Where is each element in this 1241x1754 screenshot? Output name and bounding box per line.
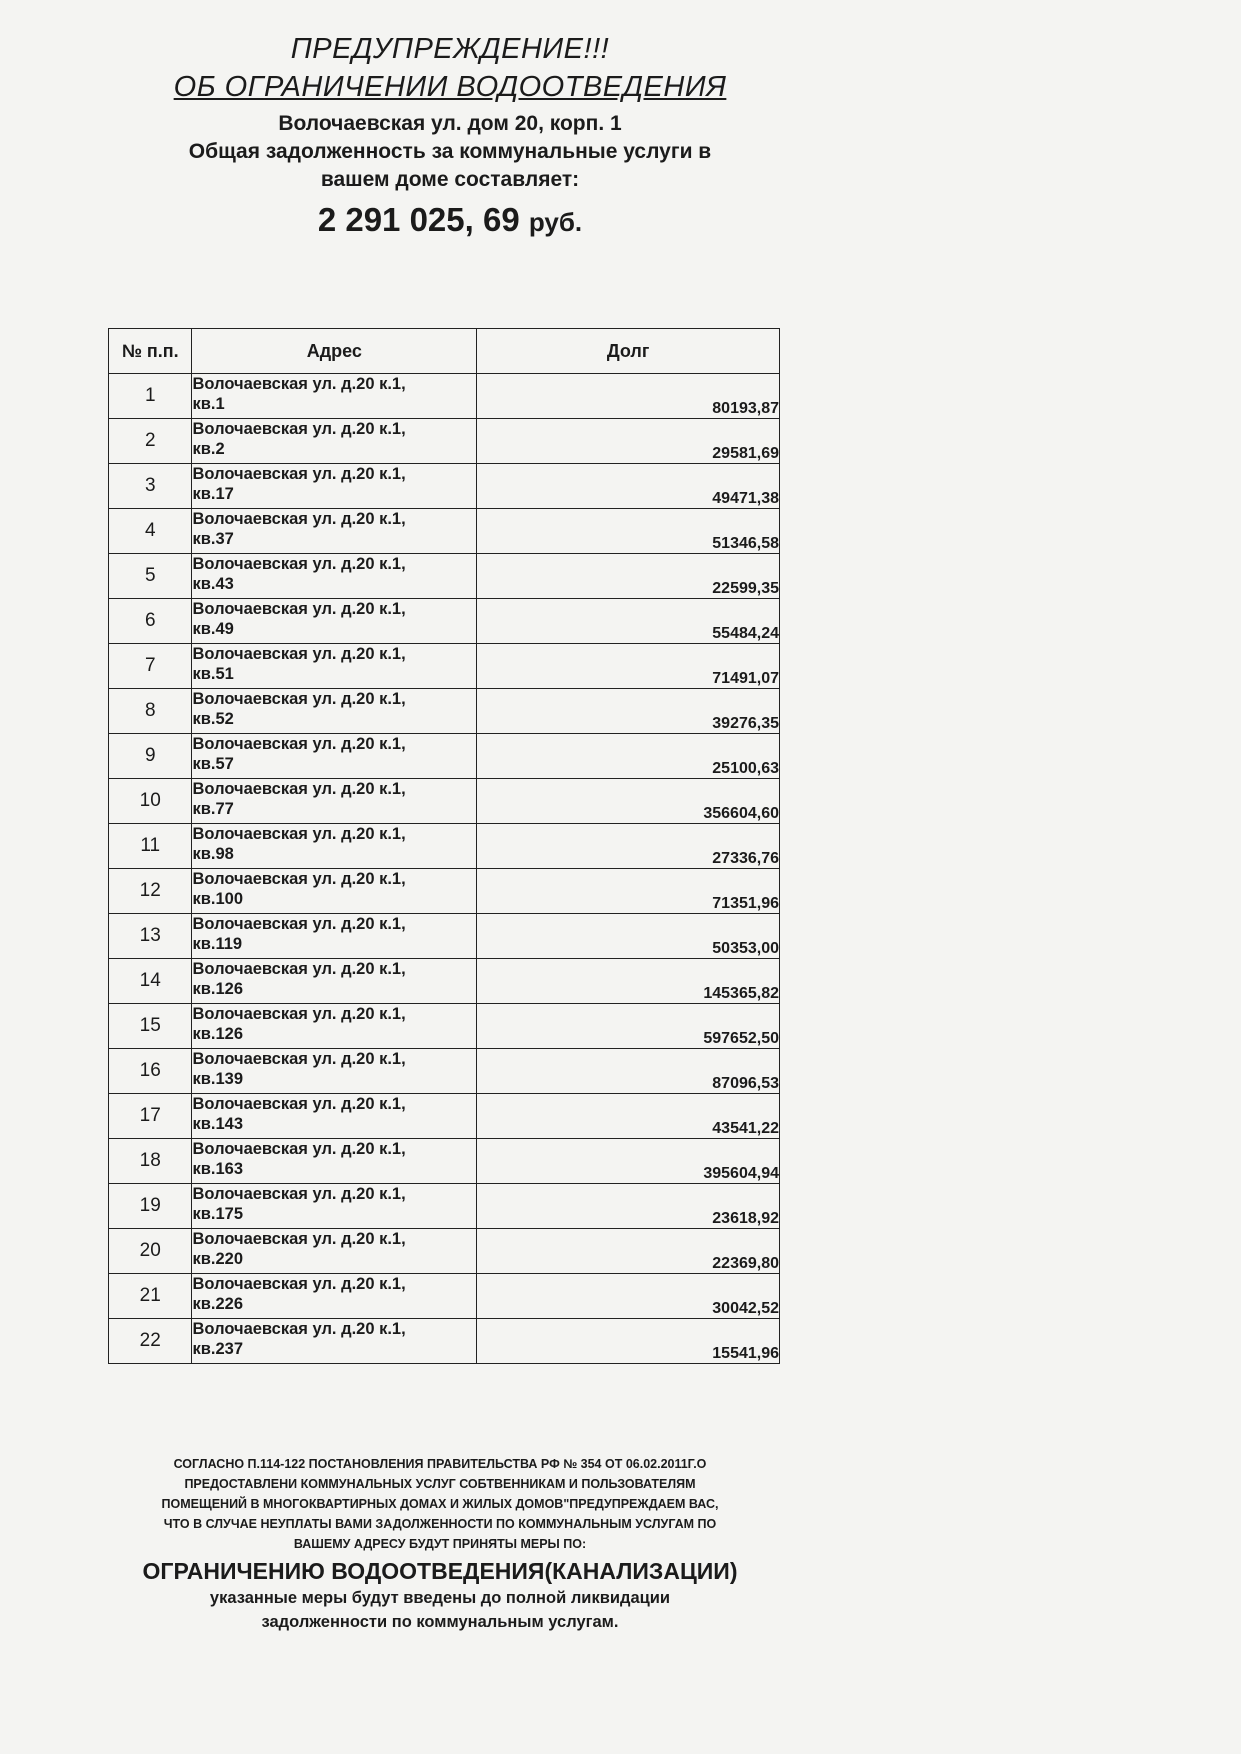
column-header-debt: Долг [477, 329, 780, 374]
row-debt: 22369,80 [477, 1229, 780, 1274]
address-street: Волочаевская ул. д.20 к.1, [192, 1005, 406, 1023]
address-apartment: кв.98 [192, 845, 234, 863]
row-address [192, 1319, 477, 1364]
row-address [192, 599, 477, 644]
address-apartment: кв.163 [192, 1160, 243, 1178]
address-street: Волочаевская ул. д.20 к.1, [192, 735, 406, 753]
row-number: 15 [109, 1004, 192, 1049]
row-address [192, 419, 477, 464]
table-row [109, 554, 780, 599]
address-apartment: кв.175 [192, 1205, 243, 1223]
address-street: Волочаевская ул. д.20 к.1, [192, 1050, 406, 1068]
row-debt: 30042,52 [477, 1274, 780, 1319]
table-row [109, 599, 780, 644]
table-row [109, 914, 780, 959]
row-address [192, 1049, 477, 1094]
legal-text [100, 1454, 780, 1554]
row-debt: 51346,58 [477, 509, 780, 554]
address-apartment: кв.100 [192, 890, 243, 908]
address-street: Волочаевская ул. д.20 к.1, [192, 1275, 406, 1293]
table-header-row [109, 329, 780, 374]
column-header-number: № п.п. [109, 329, 192, 374]
row-number: 10 [109, 779, 192, 824]
row-debt: 356604,60 [477, 779, 780, 824]
table-row [109, 1319, 780, 1364]
address-street: Волочаевская ул. д.20 к.1, [192, 1320, 406, 1338]
debt-table-body [109, 374, 780, 1364]
row-debt: 25100,63 [477, 734, 780, 779]
row-debt: 43541,22 [477, 1094, 780, 1139]
address-street: Волочаевская ул. д.20 к.1, [192, 825, 406, 843]
measure-note-line2: задолженности по коммунальным услугам. [261, 1613, 619, 1631]
row-number: 8 [109, 689, 192, 734]
restriction-measure: ОГРАНИЧЕНИЮ ВОДООТВЕДЕНИЯ(КАНАЛИЗАЦИИ) [142, 1558, 738, 1584]
address-apartment: кв.2 [192, 440, 225, 458]
row-number: 7 [109, 644, 192, 689]
address-apartment: кв.43 [192, 575, 234, 593]
table-row [109, 734, 780, 779]
row-address [192, 869, 477, 914]
row-address [192, 914, 477, 959]
address-street: Волочаевская ул. д.20 к.1, [192, 1140, 406, 1158]
address-apartment: кв.220 [192, 1250, 243, 1268]
row-address [192, 734, 477, 779]
notice-header [120, 30, 780, 244]
row-address [192, 1004, 477, 1049]
table-row [109, 779, 780, 824]
table-row [109, 1049, 780, 1094]
row-address [192, 509, 477, 554]
row-debt: 87096,53 [477, 1049, 780, 1094]
row-debt: 145365,82 [477, 959, 780, 1004]
table-row [109, 1004, 780, 1049]
row-address [192, 779, 477, 824]
row-number: 13 [109, 914, 192, 959]
address-street: Волочаевская ул. д.20 к.1, [192, 510, 406, 528]
address-street: Волочаевская ул. д.20 к.1, [192, 1095, 406, 1113]
row-number: 16 [109, 1049, 192, 1094]
address-apartment: кв.237 [192, 1340, 243, 1358]
table-row [109, 824, 780, 869]
row-debt: 49471,38 [477, 464, 780, 509]
row-address [192, 824, 477, 869]
row-debt: 50353,00 [477, 914, 780, 959]
address-street: Волочаевская ул. д.20 к.1, [192, 600, 406, 618]
address-street: Волочаевская ул. д.20 к.1, [192, 915, 406, 933]
address-apartment: кв.77 [192, 800, 234, 818]
row-number: 14 [109, 959, 192, 1004]
row-address [192, 1184, 477, 1229]
address-apartment: кв.126 [192, 980, 243, 998]
legal-line: ЧТО В СЛУЧАЕ НЕУПЛАТЫ ВАМИ ЗАДОЛЖЕННОСТИ ПО КОММУНАЛЬНЫМ УСЛУГАМ ПО [163, 1517, 717, 1531]
legal-line: ВАШЕМУ АДРЕСУ БУДУТ ПРИНЯТЫ МЕРЫ ПО: [293, 1537, 587, 1551]
row-address [192, 959, 477, 1004]
row-number: 12 [109, 869, 192, 914]
address-street: Волочаевская ул. д.20 к.1, [192, 375, 406, 393]
row-debt: 39276,35 [477, 689, 780, 734]
row-debt: 29581,69 [477, 419, 780, 464]
row-debt: 27336,76 [477, 824, 780, 869]
row-number: 9 [109, 734, 192, 779]
row-debt: 597652,50 [477, 1004, 780, 1049]
restriction-title: ОБ ОГРАНИЧЕНИИ ВОДООТВЕДЕНИЯ [173, 71, 727, 103]
address-street: Волочаевская ул. д.20 к.1, [192, 645, 406, 663]
legal-line: ПОМЕЩЕНИЙ В МНОГОКВАРТИРНЫХ ДОМАХ И ЖИЛЫХ ДОМОВ"ПРЕДУПРЕЖДАЕМ ВАС, [161, 1497, 719, 1511]
row-number: 3 [109, 464, 192, 509]
address-apartment: кв.37 [192, 530, 234, 548]
address-apartment: кв.17 [192, 485, 234, 503]
address-apartment: кв.226 [192, 1295, 243, 1313]
row-number: 4 [109, 509, 192, 554]
table-row [109, 1184, 780, 1229]
table-row [109, 464, 780, 509]
row-debt: 80193,87 [477, 374, 780, 419]
row-number: 22 [109, 1319, 192, 1364]
address-street: Волочаевская ул. д.20 к.1, [192, 780, 406, 798]
table-row [109, 644, 780, 689]
row-number: 20 [109, 1229, 192, 1274]
address-apartment: кв.139 [192, 1070, 243, 1088]
address-apartment: кв.143 [192, 1115, 243, 1133]
row-address [192, 1229, 477, 1274]
table-row [109, 419, 780, 464]
address-street: Волочаевская ул. д.20 к.1, [192, 690, 406, 708]
table-row [109, 1094, 780, 1139]
table-row [109, 374, 780, 419]
legal-line: ПРЕДОСТАВЛЕНИ КОММУНАЛЬНЫХ УСЛУГ СОБТВЕННИКАМ И ПОЛЬЗОВАТЕЛЯМ [184, 1477, 696, 1491]
address-street: Волочаевская ул. д.20 к.1, [192, 465, 406, 483]
address-apartment: кв.57 [192, 755, 234, 773]
table-row [109, 509, 780, 554]
table-row [109, 1229, 780, 1274]
row-number: 19 [109, 1184, 192, 1229]
debt-caption-line1: Общая задолженность за коммунальные услуги в [188, 140, 712, 163]
row-address [192, 1274, 477, 1319]
row-debt: 71491,07 [477, 644, 780, 689]
row-address [192, 464, 477, 509]
row-address [192, 644, 477, 689]
total-currency: руб. [528, 207, 583, 237]
notice-footer [100, 1454, 780, 1634]
row-number: 1 [109, 374, 192, 419]
row-debt: 23618,92 [477, 1184, 780, 1229]
measure-note-line1: указанные меры будут введены до полной ликвидации [209, 1589, 671, 1607]
row-address [192, 554, 477, 599]
row-debt: 22599,35 [477, 554, 780, 599]
row-number: 2 [109, 419, 192, 464]
table-row [109, 1139, 780, 1184]
row-number: 11 [109, 824, 192, 869]
row-debt: 395604,94 [477, 1139, 780, 1184]
address-apartment: кв.51 [192, 665, 234, 683]
row-debt: 71351,96 [477, 869, 780, 914]
row-address [192, 689, 477, 734]
address-street: Волочаевская ул. д.20 к.1, [192, 1230, 406, 1248]
address-street: Волочаевская ул. д.20 к.1, [192, 870, 406, 888]
row-address [192, 1094, 477, 1139]
address-apartment: кв.49 [192, 620, 234, 638]
row-debt: 15541,96 [477, 1319, 780, 1364]
address-apartment: кв.126 [192, 1025, 243, 1043]
address-street: Волочаевская ул. д.20 к.1, [192, 1185, 406, 1203]
table-row [109, 1274, 780, 1319]
row-debt: 55484,24 [477, 599, 780, 644]
total-amount: 2 291 025, 69 [317, 201, 520, 238]
warning-title: ПРЕДУПРЕЖДЕНИЕ!!! [290, 33, 610, 65]
row-number: 17 [109, 1094, 192, 1139]
address-street: Волочаевская ул. д.20 к.1, [192, 420, 406, 438]
address-street: Волочаевская ул. д.20 к.1, [192, 555, 406, 573]
address-street: Волочаевская ул. д.20 к.1, [192, 960, 406, 978]
row-number: 21 [109, 1274, 192, 1319]
row-number: 18 [109, 1139, 192, 1184]
row-address [192, 374, 477, 419]
row-number: 6 [109, 599, 192, 644]
total-debt [120, 198, 780, 244]
table-row [109, 689, 780, 734]
table-row [109, 959, 780, 1004]
legal-line: СОГЛАСНО П.114-122 ПОСТАНОВЛЕНИЯ ПРАВИТЕЛЬСТВА РФ № 354 ОТ 06.02.2011Г.О [173, 1457, 707, 1471]
row-number: 5 [109, 554, 192, 599]
column-header-address: Адрес [192, 329, 477, 374]
debt-table [108, 328, 780, 1364]
debt-caption-line2: вашем доме составляет: [320, 168, 580, 191]
address-apartment: кв.119 [192, 935, 243, 953]
row-address [192, 1139, 477, 1184]
house-address: Волочаевская ул. дом 20, корп. 1 [278, 112, 622, 135]
address-apartment: кв.1 [192, 395, 225, 413]
address-apartment: кв.52 [192, 710, 234, 728]
table-row [109, 869, 780, 914]
